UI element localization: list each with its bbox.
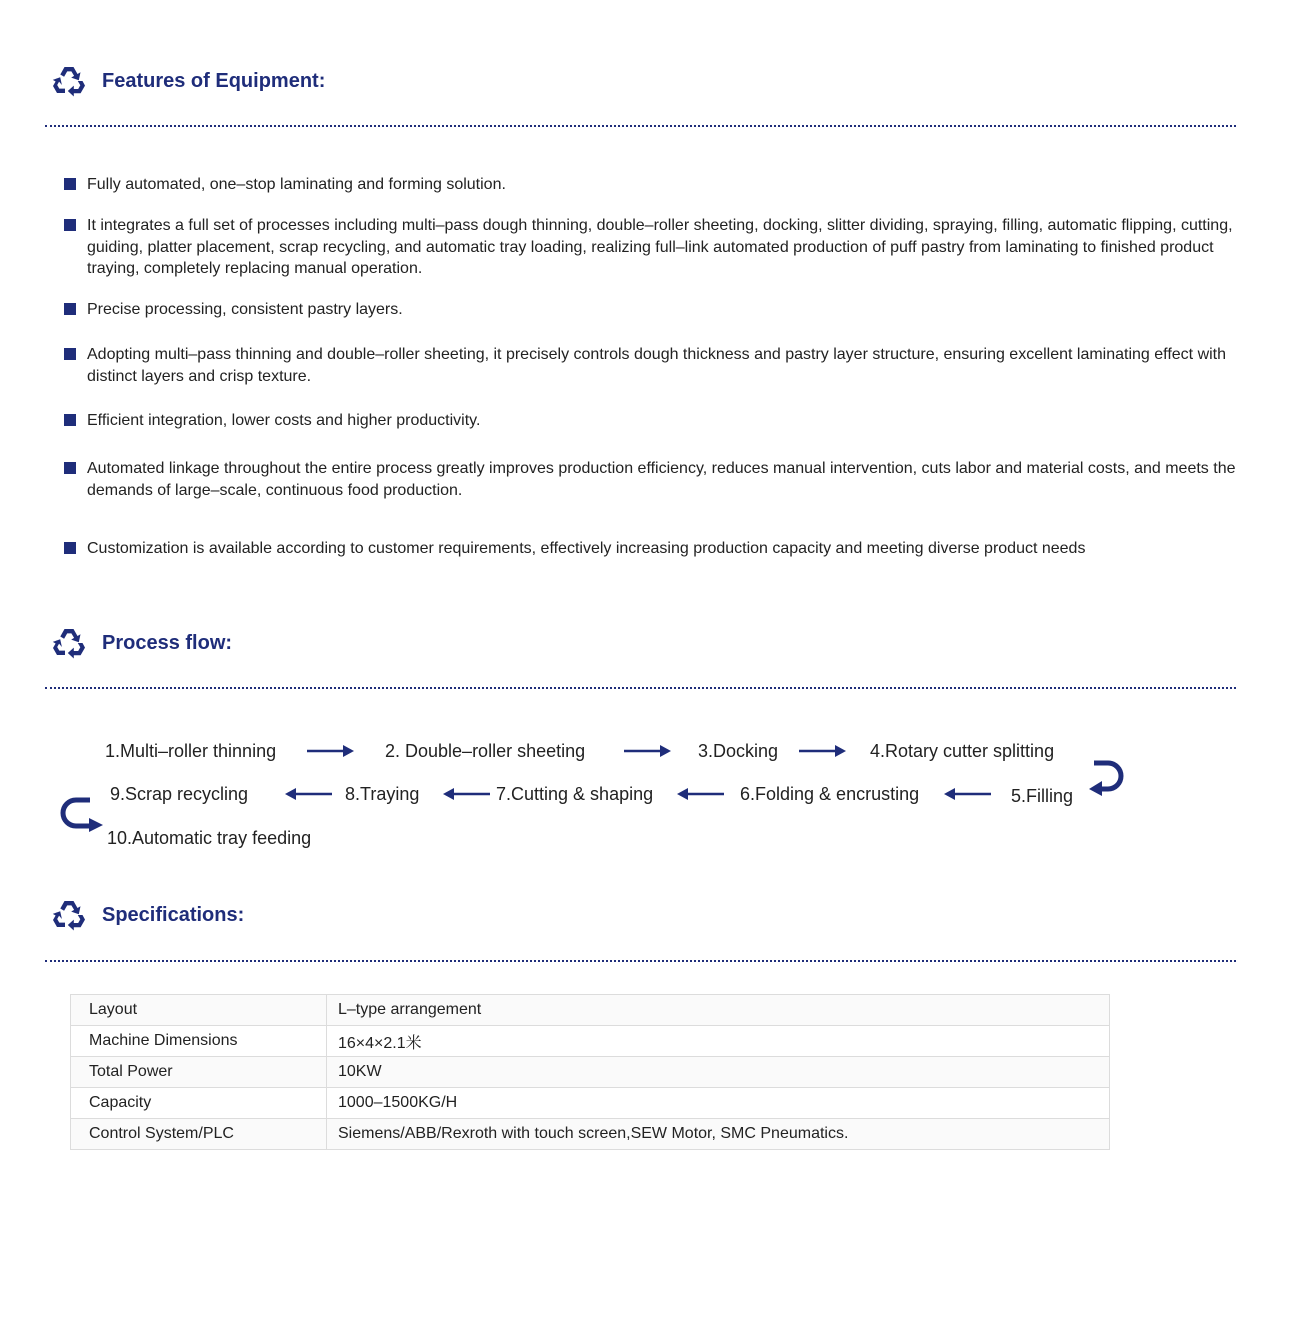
spec-label: Capacity	[71, 1088, 327, 1119]
spec-label: Control System/PLC	[71, 1119, 327, 1150]
spec-label: Total Power	[71, 1057, 327, 1088]
feature-item: Adopting multi–pass thinning and double–roller sheeting, it precisely controls dough thickness and pastry layer structure, ensuring excellent laminating effect with distinct layers and crisp texture.	[64, 344, 1236, 387]
process-step-2: 2. Double–roller sheeting	[385, 741, 586, 761]
process-step-10: 10.Automatic tray feeding	[107, 828, 312, 848]
square-bullet-icon	[64, 414, 76, 426]
specs-title: Specifications:	[102, 903, 245, 926]
table-row	[71, 1088, 1110, 1119]
table-row	[71, 1057, 1110, 1088]
u-turn-right-icon	[1088, 758, 1130, 796]
square-bullet-icon	[64, 462, 76, 474]
process-step-4: 4.Rotary cutter splitting	[870, 741, 1055, 761]
square-bullet-icon	[64, 303, 76, 315]
process-step-7: 7.Cutting & shaping	[496, 784, 654, 804]
features-divider	[45, 125, 1236, 127]
spec-value: L–type arrangement	[327, 995, 1110, 1026]
spec-value: 1000–1500KG/H	[327, 1088, 1110, 1119]
feature-item: It integrates a full set of processes including multi–pass dough thinning, double–roller sheeting, docking, slitter dividing, spraying, filling, automatic flipping, cutting, guiding, platter placement, scrap recycling, and automatic tray loading, realizing full–link automated production of puff pastry from laminating to finished product traying, completely replacing manual operation.	[64, 215, 1236, 280]
arrow-left-icon	[676, 787, 724, 801]
square-bullet-icon	[64, 348, 76, 360]
feature-item: Customization is available according to customer requirements, effectively increasing production capacity and meeting diverse product needs	[64, 538, 1236, 560]
arrow-left-icon	[943, 787, 991, 801]
spec-value: 16×4×2.1米	[327, 1026, 1110, 1057]
arrow-right-icon	[624, 744, 672, 758]
features-title: Features of Equipment:	[102, 69, 326, 92]
feature-item: Precise processing, consistent pastry layers.	[64, 299, 1236, 321]
process-title: Process flow:	[102, 631, 233, 654]
u-turn-left-icon	[60, 795, 104, 833]
spec-value: Siemens/ABB/Rexroth with touch screen,SEW Motor, SMC Pneumatics.	[327, 1119, 1110, 1150]
arrow-right-icon	[307, 744, 355, 758]
table-row	[71, 995, 1110, 1026]
process-divider	[45, 687, 1236, 689]
process-step-5: 5.Filling	[1011, 786, 1074, 806]
square-bullet-icon	[64, 178, 76, 190]
specs-divider	[45, 960, 1236, 962]
features-header	[52, 64, 325, 98]
spec-value: 10KW	[327, 1057, 1110, 1088]
spec-label: Machine Dimensions	[71, 1026, 327, 1057]
feature-item: Efficient integration, lower costs and higher productivity.	[64, 410, 1236, 432]
feature-item: Fully automated, one–stop laminating and forming solution.	[64, 174, 1236, 196]
spec-label: Layout	[71, 995, 327, 1026]
arrow-left-icon	[442, 787, 490, 801]
recycle-icon	[52, 626, 86, 660]
arrow-right-icon	[799, 744, 847, 758]
square-bullet-icon	[64, 542, 76, 554]
recycle-icon	[52, 64, 86, 98]
table-row	[71, 1119, 1110, 1150]
process-step-3: 3.Docking	[698, 741, 779, 761]
arrow-left-icon	[284, 787, 332, 801]
recycle-icon	[52, 898, 86, 932]
process-step-9: 9.Scrap recycling	[110, 784, 249, 804]
spec-table	[70, 994, 1110, 1150]
specs-header	[52, 898, 244, 932]
process-step-8: 8.Traying	[345, 784, 420, 804]
table-row	[71, 1026, 1110, 1057]
feature-item: Automated linkage throughout the entire process greatly improves production efficiency, reduces manual intervention, cuts labor and material costs, and meets the demands of large–scale, continuous food production.	[64, 458, 1236, 501]
process-step-6: 6.Folding & encrusting	[740, 784, 920, 804]
process-header	[52, 626, 232, 660]
square-bullet-icon	[64, 219, 76, 231]
process-step-1: 1.Multi–roller thinning	[105, 741, 277, 761]
